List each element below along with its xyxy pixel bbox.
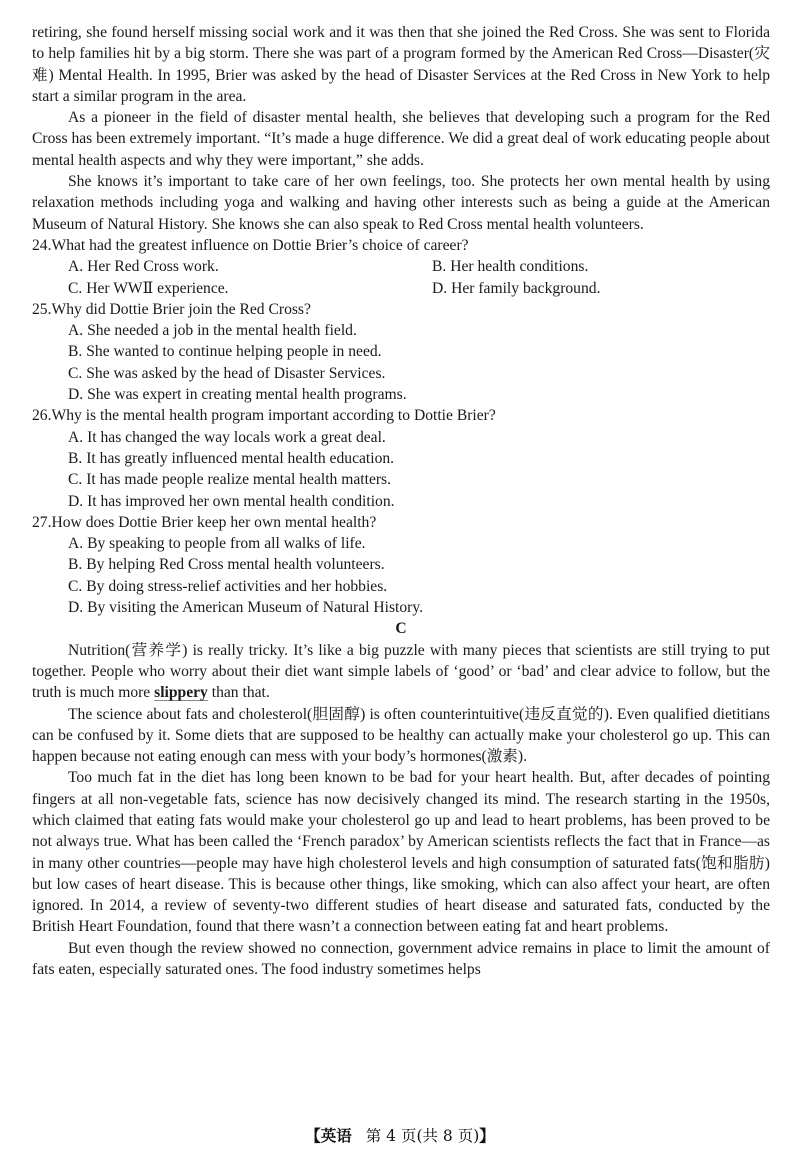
- page-footer: [0, 1124, 800, 1146]
- passage-paragraph: But even though the review showed no connection, government advice remains in place to limit the amount of fats eaten, especially saturated ones. The food industry sometimes helps: [32, 939, 770, 979]
- question-number: 24.: [32, 236, 52, 254]
- option-text: It has made people realize mental health matters.: [86, 471, 392, 489]
- option-c: [68, 576, 770, 597]
- option-letter: D.: [68, 492, 84, 510]
- option-letter: C.: [68, 577, 83, 595]
- option-letter: D.: [68, 599, 84, 617]
- option-letter: C.: [68, 364, 83, 382]
- underlined-vocab-word: slippery: [154, 684, 208, 702]
- option-letter: A.: [68, 258, 84, 276]
- question-stem: [32, 235, 770, 256]
- option-d: [68, 384, 770, 405]
- question-text: Why is the mental health program important according to Dottie Brier?: [51, 407, 496, 425]
- option-d: [68, 491, 770, 512]
- passage-b-continued: [32, 22, 770, 235]
- option-letter: A.: [68, 535, 84, 553]
- option-letter: D.: [432, 279, 448, 297]
- option-text: It has changed the way locals work a great deal.: [87, 428, 386, 446]
- passage-paragraph: The science about fats and cholesterol(胆固醇) is often counterintuitive(违反直觉的). Even qualified dietitians can be confused by it. Some diets that are supposed to be healthy can actually make your cholesterol go up. This can happen because not eating enough can mess with your body’s hormones(激素).: [32, 705, 770, 766]
- option-text: Her WWⅡ experience.: [86, 279, 229, 297]
- question-25: [32, 299, 770, 405]
- option-text: Her Red Cross work.: [87, 258, 219, 276]
- question-text: Why did Dottie Brier join the Red Cross?: [51, 300, 311, 318]
- option-b: [68, 341, 770, 362]
- option-text: She needed a job in the mental health field.: [87, 322, 357, 340]
- option-letter: B.: [68, 449, 83, 467]
- option-a: [68, 427, 770, 448]
- option-b: [432, 256, 770, 277]
- option-text: Her health conditions.: [450, 258, 589, 276]
- option-text: She was expert in creating mental health programs.: [87, 386, 407, 404]
- passage-paragraph: retiring, she found herself missing social work and it was then that she joined the Red Cross. She was sent to Florida to help families hit by a big storm. There she was part of a program formed by the American Red Cross—Disaster(灾难) Mental Health. In 1995, Brier was asked by the head of Disaster Services at the Red Cross in New York to help start a similar program in the area.: [32, 24, 770, 105]
- footer-page-info: 第 4 页(共 8 页): [365, 1127, 480, 1145]
- question-stem: [32, 299, 770, 320]
- option-text: Her family background.: [451, 279, 601, 297]
- option-letter: D.: [68, 386, 84, 404]
- option-c: [68, 469, 770, 490]
- option-text: It has improved her own mental health condition.: [87, 492, 395, 510]
- option-text: She was asked by the head of Disaster Services.: [86, 364, 386, 382]
- option-c: [68, 363, 770, 384]
- option-letter: B.: [432, 258, 447, 276]
- option-letter: A.: [68, 322, 84, 340]
- question-text: What had the greatest influence on Dottie Brier’s choice of career?: [51, 236, 469, 254]
- option-a: [68, 320, 770, 341]
- options-list: [32, 256, 770, 299]
- question-number: 27.: [32, 513, 52, 531]
- footer-subject: 英语: [320, 1126, 352, 1145]
- passage-c: [32, 618, 770, 980]
- options-list: [32, 533, 770, 618]
- option-d: [432, 278, 770, 299]
- question-text: How does Dottie Brier keep her own mental health?: [51, 513, 377, 531]
- options-list: [32, 427, 770, 512]
- question-24: [32, 235, 770, 299]
- options-list: [32, 320, 770, 405]
- footer-close-bracket: 】: [479, 1126, 495, 1145]
- paragraph-text: Nutrition(营养学) is really tricky. It’s like a big puzzle with many pieces that scientists are still trying to put together. People who worry about their diet want simple labels of ‘good’ or ‘bad’ and clear advice to follow, but the truth is much more: [32, 641, 770, 702]
- paragraph-text: than that.: [207, 684, 270, 702]
- option-text: By doing stress-relief activities and her hobbies.: [86, 577, 388, 595]
- option-a: [68, 256, 432, 277]
- option-text: By helping Red Cross mental health volunteers.: [86, 556, 385, 574]
- option-text: It has greatly influenced mental health education.: [86, 449, 395, 467]
- option-letter: A.: [68, 428, 84, 446]
- passage-paragraph: Too much fat in the diet has long been known to be bad for your heart health. But, after decades of pointing fingers at all non-vegetable fats, science has now decisively changed its mind. The research starting in the 1950s, which claimed that eating fats would make your cholesterol go up and lead to heart problems, has been proved to be not always true. What has been called the ‘French paradox’ by American scientists reflects the fact that in France—as in many other countries—people may have high cholesterol levels and high consumption of saturated fats(饱和脂肪) but low cases of heart disease. This is because other things, like smoking, which can also affect your heart, are often ignored. In 2014, a review of seventy-two different studies of heart disease and saturated fats, conducted by the British Heart Foundation, found that there wasn’t a connection between eating fat and heart problems.: [32, 769, 770, 936]
- option-a: [68, 533, 770, 554]
- passage-paragraph: She knows it’s important to take care of her own feelings, too. She protects her own mental health by using relaxation methods including yoga and walking and having other interests such as being a guide at the American Museum of Natural History. She knows she can also speak to Red Cross mental health volunteers.: [32, 173, 770, 233]
- question-stem: [32, 405, 770, 426]
- option-b: [68, 554, 770, 575]
- option-text: By visiting the American Museum of Natural History.: [87, 599, 424, 617]
- option-letter: C.: [68, 471, 83, 489]
- option-b: [68, 448, 770, 469]
- question-27: [32, 512, 770, 618]
- question-number: 25.: [32, 300, 52, 318]
- option-letter: B.: [68, 343, 83, 361]
- passage-paragraph: As a pioneer in the field of disaster mental health, she believes that developing such a program for the Red Cross has been extremely important. “It’s made a huge difference. We did a great deal of work educating people about mental health aspects and why they were important,” she adds.: [32, 109, 770, 169]
- question-stem: [32, 512, 770, 533]
- question-number: 26.: [32, 407, 52, 425]
- footer-open-bracket: 【: [305, 1126, 321, 1145]
- passage-paragraph: [32, 640, 770, 704]
- question-26: [32, 405, 770, 511]
- option-letter: B.: [68, 556, 83, 574]
- option-letter: C.: [68, 279, 83, 297]
- section-heading: C: [395, 620, 407, 638]
- option-text: She wanted to continue helping people in need.: [86, 343, 382, 361]
- option-c: [68, 278, 432, 299]
- exam-page: [32, 22, 770, 980]
- option-d: [68, 597, 770, 618]
- option-text: By speaking to people from all walks of life.: [87, 535, 366, 553]
